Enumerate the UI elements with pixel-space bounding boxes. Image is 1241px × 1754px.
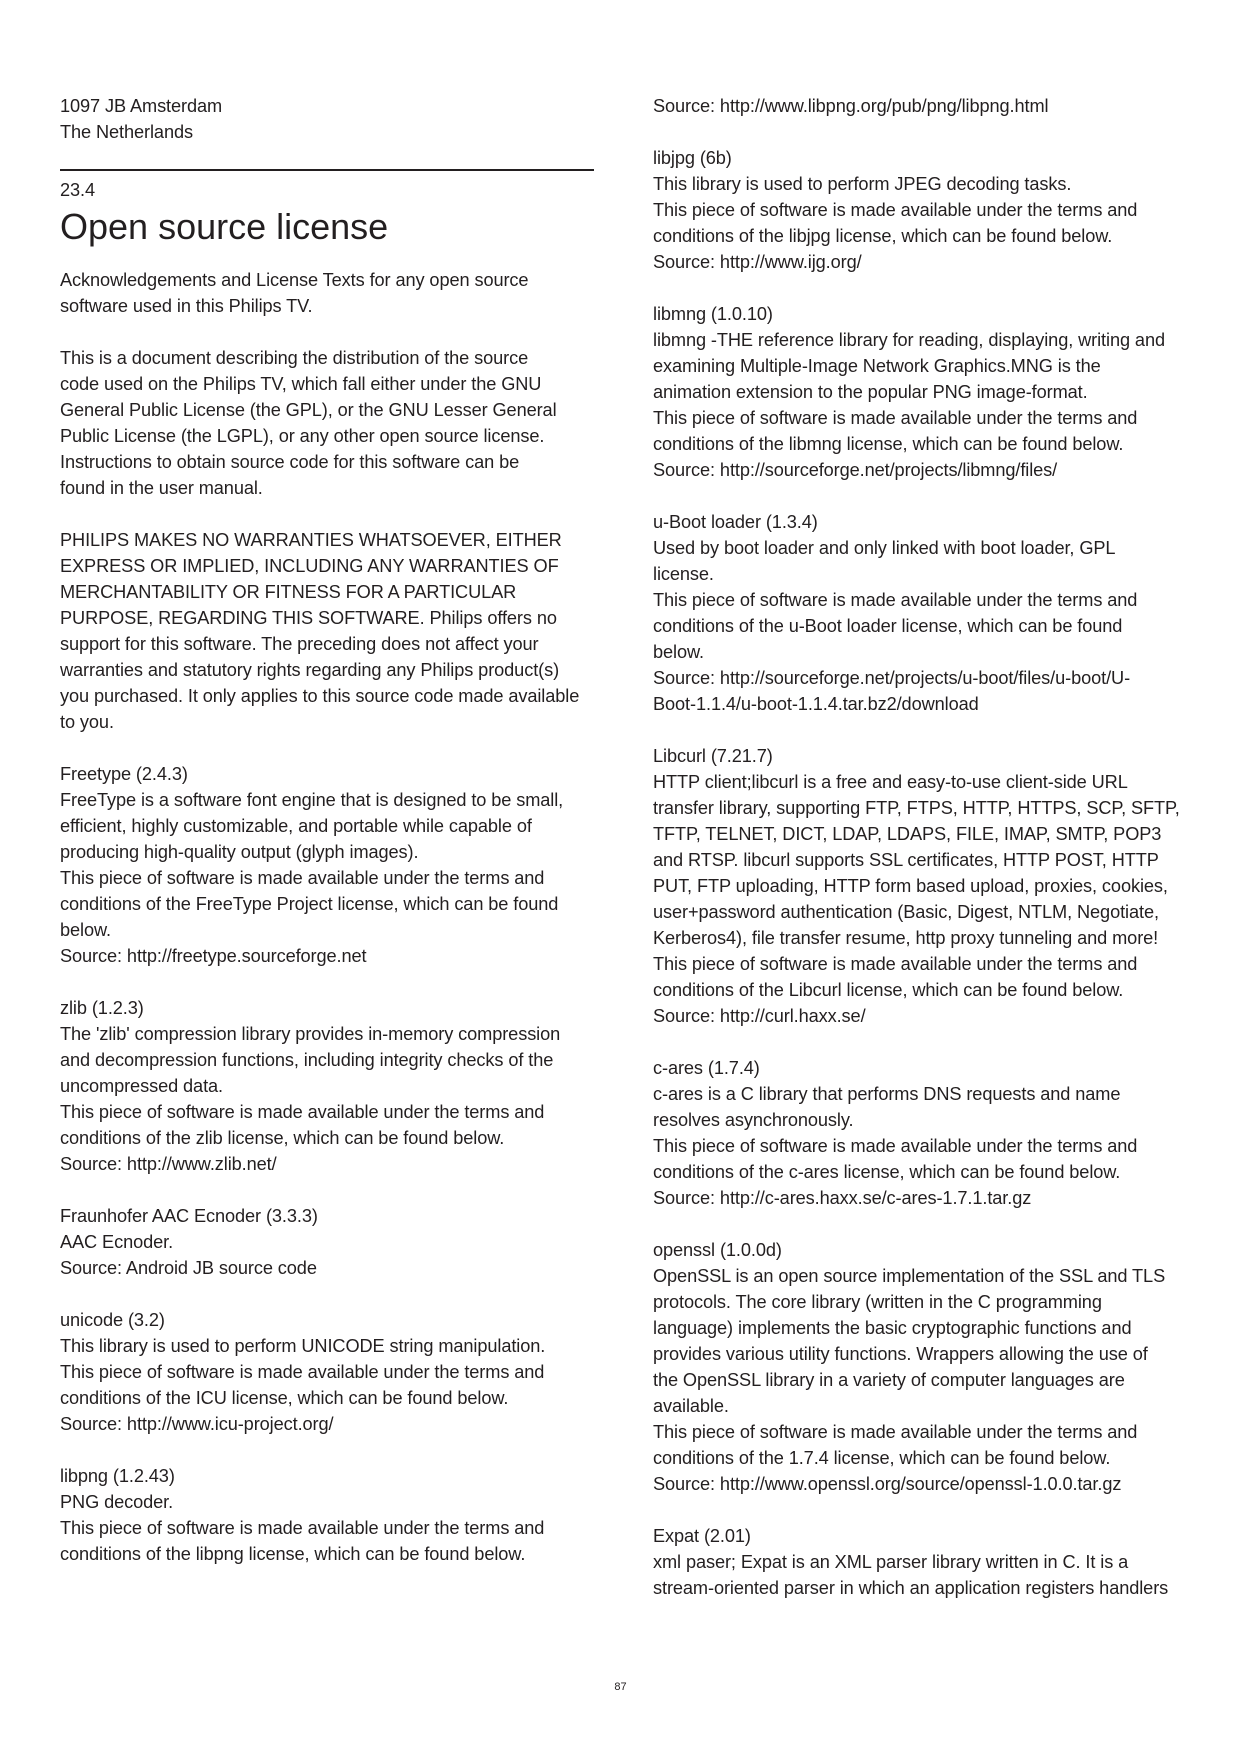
text-line: openssl (1.0.0d) — [653, 1240, 782, 1260]
paragraph — [653, 301, 1198, 483]
text-line: Fraunhofer AAC Ecnoder (3.3.3) — [60, 1206, 318, 1226]
text-line: producing high-quality output (glyph images). — [60, 842, 419, 862]
text-line: This piece of software is made available under the terms and — [653, 1136, 1138, 1156]
text-line: This piece of software is made available under the terms and — [60, 1362, 545, 1382]
text-line: user+password authentication (Basic, Digest, NTLM, Negotiate, — [653, 902, 1159, 922]
paragraph — [653, 93, 1198, 119]
text-line: MERCHANTABILITY OR FITNESS FOR A PARTICULAR — [60, 582, 517, 602]
paragraph — [60, 267, 600, 319]
text-line: the OpenSSL library in a variety of computer languages are — [653, 1370, 1125, 1390]
text-line: Source: http://www.icu-project.org/ — [60, 1414, 334, 1434]
text-line: conditions of the Libcurl license, which can be found below. — [653, 980, 1124, 1000]
text-line: FreeType is a software font engine that is designed to be small, — [60, 790, 564, 810]
text-line: libmng -THE reference library for reading, displaying, writing and — [653, 330, 1165, 350]
text-line: below. — [60, 920, 111, 940]
text-line: Boot-1.1.4/u-boot-1.1.4.tar.bz2/download — [653, 694, 979, 714]
paragraph — [653, 1523, 1198, 1601]
text-line: conditions of the zlib license, which can be found below. — [60, 1128, 505, 1148]
text-line: This library is used to perform UNICODE string manipulation. — [60, 1336, 546, 1356]
text-line: This piece of software is made available under the terms and — [653, 408, 1138, 428]
text-line: unicode (3.2) — [60, 1310, 165, 1330]
paragraph — [60, 345, 600, 501]
text-line: c-ares is a C library that performs DNS requests and name — [653, 1084, 1121, 1104]
text-line: libmng (1.0.10) — [653, 304, 773, 324]
text-line: Source: http://www.zlib.net/ — [60, 1154, 277, 1174]
right-column — [653, 93, 1198, 1601]
text-line: Source: http://www.ijg.org/ — [653, 252, 862, 272]
text-line: This piece of software is made available under the terms and — [60, 868, 545, 888]
text-line: Freetype (2.4.3) — [60, 764, 188, 784]
paragraph-gap — [60, 735, 600, 761]
text-line: found in the user manual. — [60, 478, 263, 498]
paragraph-gap — [653, 717, 1198, 743]
text-line: uncompressed data. — [60, 1076, 223, 1096]
text-line: efficient, highly customizable, and portable while capable of — [60, 816, 532, 836]
text-line: conditions of the ICU license, which can be found below. — [60, 1388, 509, 1408]
text-line: you purchased. It only applies to this source code made available — [60, 686, 580, 706]
text-line: TFTP, TELNET, DICT, LDAP, LDAPS, FILE, IMAP, SMTP, POP3 — [653, 824, 1162, 844]
address-block — [60, 93, 600, 145]
paragraph-gap — [653, 275, 1198, 301]
section-number: 23.4 — [60, 180, 95, 200]
paragraph — [60, 1203, 600, 1281]
text-line: Source: http://sourceforge.net/projects/libmng/files/ — [653, 460, 1058, 480]
text-line: Source: http://freetype.sourceforge.net — [60, 946, 367, 966]
text-line: code used on the Philips TV, which fall either under the GNU — [60, 374, 542, 394]
text-line: zlib (1.2.3) — [60, 998, 144, 1018]
text-line: conditions of the libjpg license, which can be found below. — [653, 226, 1113, 246]
left-paragraphs — [60, 267, 600, 1567]
text-line: language) implements the basic cryptographic functions and — [653, 1318, 1132, 1338]
paragraph — [653, 1055, 1198, 1211]
text-line: Expat (2.01) — [653, 1526, 751, 1546]
text-line: provides various utility functions. Wrappers allowing the use of — [653, 1344, 1148, 1364]
right-paragraphs — [653, 93, 1198, 1601]
text-line: Source: http://www.openssl.org/source/openssl-1.0.0.tar.gz — [653, 1474, 1122, 1494]
text-line: conditions of the libmng license, which can be found below. — [653, 434, 1124, 454]
address-line: The Netherlands — [60, 122, 193, 142]
paragraph-gap — [653, 1029, 1198, 1055]
paragraph-gap — [653, 483, 1198, 509]
text-line: Instructions to obtain source code for this software can be — [60, 452, 520, 472]
text-line: Source: http://sourceforge.net/projects/u-boot/files/u-boot/U- — [653, 668, 1131, 688]
text-line: OpenSSL is an open source implementation of the SSL and TLS — [653, 1266, 1166, 1286]
paragraph — [60, 761, 600, 969]
text-line: General Public License (the GPL), or the GNU Lesser General — [60, 400, 557, 420]
text-line: resolves asynchronously. — [653, 1110, 854, 1130]
text-line: and RTSP. libcurl supports SSL certificates, HTTP POST, HTTP — [653, 850, 1159, 870]
paragraph-gap — [653, 119, 1198, 145]
text-line: Source: http://c-ares.haxx.se/c-ares-1.7.1.tar.gz — [653, 1188, 1032, 1208]
text-line: and decompression functions, including integrity checks of the — [60, 1050, 554, 1070]
paragraph-gap — [60, 1437, 600, 1463]
text-line: This library is used to perform JPEG decoding tasks. — [653, 174, 1072, 194]
text-line: below. — [653, 642, 704, 662]
paragraph-gap — [653, 1211, 1198, 1237]
text-line: animation extension to the popular PNG image-format. — [653, 382, 1088, 402]
text-line: This piece of software is made available under the terms and — [653, 954, 1138, 974]
paragraph-gap — [60, 1281, 600, 1307]
text-line: Source: http://curl.haxx.se/ — [653, 1006, 866, 1026]
text-line: libjpg (6b) — [653, 148, 732, 168]
paragraph-gap — [653, 1497, 1198, 1523]
left-column — [60, 93, 600, 1567]
text-line: conditions of the libpng license, which can be found below. — [60, 1544, 526, 1564]
text-line: Libcurl (7.21.7) — [653, 746, 773, 766]
text-line: Source: Android JB source code — [60, 1258, 317, 1278]
text-line: license. — [653, 564, 714, 584]
text-line: This piece of software is made available under the terms and — [653, 590, 1138, 610]
text-line: conditions of the FreeType Project license, which can be found — [60, 894, 559, 914]
paragraph-gap — [60, 969, 600, 995]
text-line: xml paser; Expat is an XML parser library written in C. It is a — [653, 1552, 1129, 1572]
text-line: examining Multiple-Image Network Graphics.MNG is the — [653, 356, 1101, 376]
address-line: 1097 JB Amsterdam — [60, 96, 223, 116]
text-line: software used in this Philips TV. — [60, 296, 313, 316]
paragraph — [653, 145, 1198, 275]
paragraph — [60, 995, 600, 1177]
text-line: This piece of software is made available under the terms and — [653, 1422, 1138, 1442]
text-line: c-ares (1.7.4) — [653, 1058, 760, 1078]
text-line: This is a document describing the distribution of the source — [60, 348, 529, 368]
paragraph — [653, 509, 1198, 717]
text-line: conditions of the u-Boot loader license, which can be found — [653, 616, 1123, 636]
section-title: Open source license — [60, 206, 389, 247]
text-line: Public License (the LGPL), or any other open source license. — [60, 426, 545, 446]
text-line: PURPOSE, REGARDING THIS SOFTWARE. Philips offers no — [60, 608, 557, 628]
section-divider — [60, 169, 594, 171]
text-line: PHILIPS MAKES NO WARRANTIES WHATSOEVER, EITHER — [60, 530, 562, 550]
text-line: to you. — [60, 712, 114, 732]
text-line: warranties and statutory rights regarding any Philips product(s) — [60, 660, 560, 680]
text-line: PNG decoder. — [60, 1492, 174, 1512]
text-line: Used by boot loader and only linked with boot loader, GPL — [653, 538, 1116, 558]
text-line: This piece of software is made available under the terms and — [60, 1518, 545, 1538]
text-line: protocols. The core library (written in the C programming — [653, 1292, 1102, 1312]
text-line: Kerberos4), file transfer resume, http proxy tunneling and more! — [653, 928, 1159, 948]
text-line: conditions of the 1.7.4 license, which can be found below. — [653, 1448, 1111, 1468]
text-line: stream-oriented parser in which an application registers handlers — [653, 1578, 1169, 1598]
text-line: HTTP client;libcurl is a free and easy-to-use client-side URL — [653, 772, 1128, 792]
text-line: The 'zlib' compression library provides in-memory compression — [60, 1024, 561, 1044]
text-line: conditions of the c-ares license, which can be found below. — [653, 1162, 1121, 1182]
text-line: PUT, FTP uploading, HTTP form based upload, proxies, cookies, — [653, 876, 1168, 896]
text-line: This piece of software is made available under the terms and — [60, 1102, 545, 1122]
text-line: EXPRESS OR IMPLIED, INCLUDING ANY WARRANTIES OF — [60, 556, 559, 576]
paragraph — [653, 1237, 1198, 1497]
text-line: Acknowledgements and License Texts for any open source — [60, 270, 529, 290]
page-number: 87 — [614, 1681, 627, 1693]
paragraph — [653, 743, 1198, 1029]
paragraph — [60, 1307, 600, 1437]
text-line: u-Boot loader (1.3.4) — [653, 512, 818, 532]
paragraph — [60, 1463, 600, 1567]
text-line: AAC Ecnoder. — [60, 1232, 174, 1252]
paragraph — [60, 527, 600, 735]
text-line: Source: http://www.libpng.org/pub/png/libpng.html — [653, 96, 1049, 116]
paragraph-gap — [60, 1177, 600, 1203]
text-line: support for this software. The preceding does not affect your — [60, 634, 539, 654]
paragraph-gap — [60, 319, 600, 345]
text-line: transfer library, supporting FTP, FTPS, HTTP, HTTPS, SCP, SFTP, — [653, 798, 1180, 818]
paragraph-gap — [60, 501, 600, 527]
text-line: available. — [653, 1396, 729, 1416]
text-line: libpng (1.2.43) — [60, 1466, 175, 1486]
text-line: This piece of software is made available under the terms and — [653, 200, 1138, 220]
